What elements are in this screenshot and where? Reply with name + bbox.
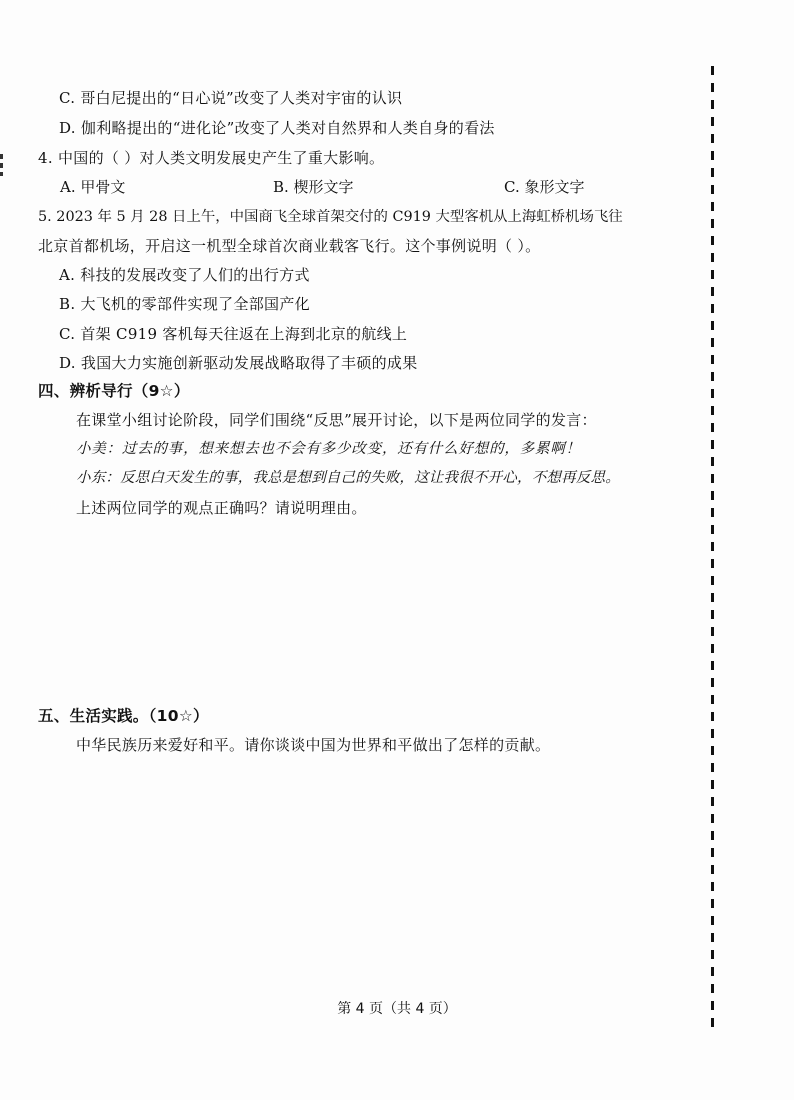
q5-option-b: B. 大飞机的零部件实现了全部国产化: [59, 295, 310, 313]
q5-option-a: A. 科技的发展改变了人们的出行方式: [59, 266, 310, 284]
q4-option-b: B. 楔形文字: [273, 178, 354, 196]
q5-option-d: D. 我国大力实施创新驱动发展战略取得了丰硕的成果: [59, 354, 418, 372]
binding-edge-mark: [0, 154, 3, 176]
q3-option-d: D. 伽利略提出的“进化论”改变了人类对自然界和人类自身的看法: [59, 119, 495, 137]
section4-speech-xiaodong: 小东：反思白天发生的事，我总是想到自己的失败，这让我很不开心，不想再反思。: [76, 470, 620, 486]
section5-question: 中华民族历来爱好和平。请你谈谈中国为世界和平做出了怎样的贡献。: [76, 736, 551, 754]
q4-option-a: A. 甲骨文: [60, 178, 126, 196]
q5-stem-line2: 北京首都机场，开启这一机型全球首次商业载客飞行。这个事例说明（ ）。: [38, 237, 541, 255]
section4-question: 上述两位同学的观点正确吗？请说明理由。: [76, 499, 367, 517]
q4-option-c: C. 象形文字: [504, 178, 585, 196]
q4-stem: 4. 中国的（ ）对人类文明发展史产生了重大影响。: [38, 149, 385, 167]
q5-stem-line1: 5. 2023 年 5 月 28 日上午，中国商飞全球首架交付的 C919 大型客机从上海虹桥机场飞往: [38, 209, 623, 225]
section4-title: 四、辨析导行（9☆）: [38, 382, 190, 400]
q5-option-c: C. 首架 C919 客机每天往返在上海到北京的航线上: [59, 325, 408, 343]
section4-speech-xiaomei: 小美：过去的事，想来想去也不会有多少改变，还有什么好想的，多累啊！: [76, 441, 581, 457]
section4-intro: 在课堂小组讨论阶段，同学们围绕“反思”展开讨论，以下是两位同学的发言：: [76, 411, 597, 429]
binding-dashed-line: [711, 66, 714, 1032]
q3-option-c: C. 哥白尼提出的“日心说”改变了人类对宇宙的认识: [59, 89, 403, 107]
section5-title: 五、生活实践。（10☆）: [38, 707, 209, 725]
page-number: 第 4 页（共 4 页）: [337, 1001, 457, 1017]
